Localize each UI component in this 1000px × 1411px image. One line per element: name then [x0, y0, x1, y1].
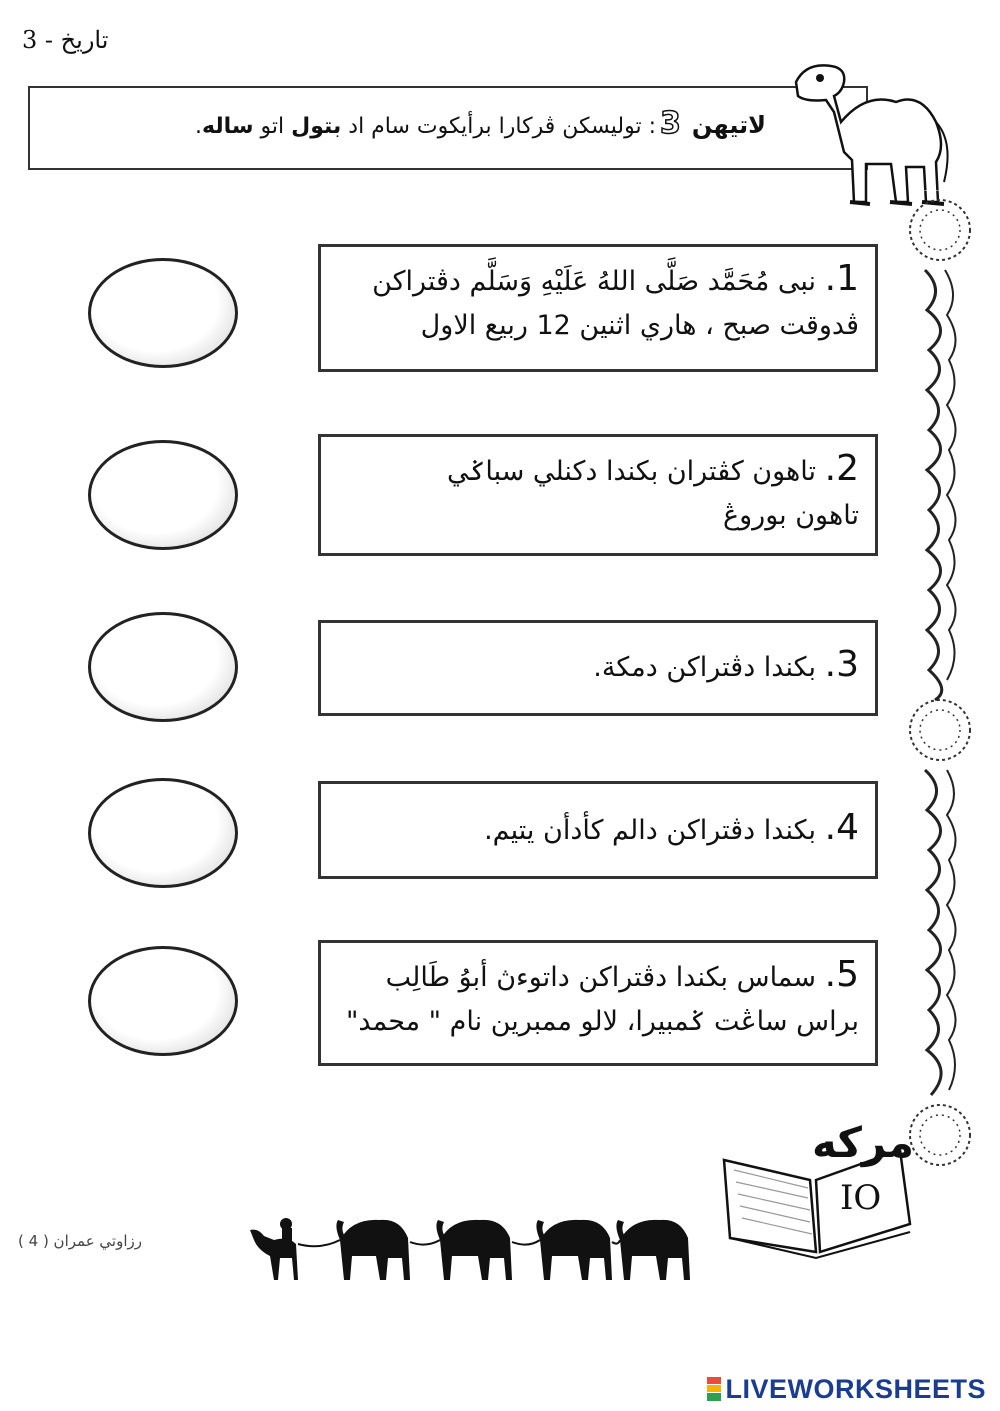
question-2-number: 2. [824, 448, 859, 489]
instruction-box [28, 86, 868, 170]
word-true: بتول [291, 114, 342, 139]
marks-title: مركه [812, 1118, 915, 1167]
instruction-part2: اتو [260, 114, 285, 139]
question-box-5 [318, 940, 878, 1066]
question-5-line-1 [337, 953, 859, 1000]
answer-circle-4[interactable] [88, 778, 238, 888]
decorative-border [905, 190, 975, 1190]
question-3-number: 3. [824, 644, 859, 685]
question-3-line-1 [337, 643, 859, 690]
answer-circle-5[interactable] [88, 946, 238, 1056]
liveworksheets-brand[interactable] [707, 1374, 986, 1405]
question-1-number: 1. [824, 258, 859, 299]
question-4-text-1: بكندا دڤتراكن دالم كأدأن يتيم. [484, 815, 817, 846]
question-5-text-1: سماس بكندا دڤتراكن داتوءڽ أبوُ طَالِب [385, 962, 817, 993]
instruction-end: . [195, 114, 203, 139]
question-box-3 [318, 620, 878, 716]
question-3-text-1: بكندا دڤتراكن دمكة. [593, 652, 817, 683]
question-1-line-2: ڤدوقت صبح ، هاري اثنين 12 ربيع الاول [420, 310, 859, 341]
question-box-1 [318, 244, 878, 372]
answer-circle-2[interactable] [88, 440, 238, 550]
instruction-text: لاتيهن 3: توليسكن ڤركارا برأيكوت سام اد بتول اتو ساله. [195, 106, 766, 141]
footer-credit: رزاوتي عمران ( 4 ) [18, 1232, 142, 1250]
brand-name: LIVEWORKSHEETS [725, 1374, 986, 1404]
question-1-line-1 [337, 257, 859, 304]
question-2-text-1: تاهون كڤتران بكندا دكنلي سباݢي [447, 456, 817, 487]
lesson-label: لاتيهن [691, 111, 766, 139]
answer-circle-3[interactable] [88, 612, 238, 722]
question-2-line-2: تاهون بوروڠ [723, 500, 859, 531]
question-1-text-1: نبى مُحَمَّد صَلَّى اللهُ عَلَيْهِ وَسَلَّم دڤتراكن [372, 266, 817, 297]
page-header-label: تاريخ - 3 [22, 26, 109, 54]
question-4-number: 4. [824, 807, 859, 848]
question-2-line-1 [337, 447, 859, 494]
camel-caravan-silhouette [240, 1200, 710, 1290]
question-5-line-2: براس ساڠت ݢمبيرا، لالو ممبرين نام " محمد" [346, 1006, 859, 1037]
liveworksheets-logo-icon [707, 1377, 721, 1401]
question-5-number: 5. [824, 954, 859, 995]
instruction-part1: توليسكن ڤركارا برأيكوت سام اد [348, 114, 642, 139]
answer-circle-1[interactable] [88, 258, 238, 368]
question-box-4 [318, 781, 878, 879]
marks-score: IO [840, 1178, 882, 1218]
word-false: ساله [202, 114, 254, 139]
question-4-line-1 [337, 806, 859, 853]
camel-illustration [786, 52, 956, 212]
lesson-number: 3 [660, 106, 681, 141]
question-box-2 [318, 434, 878, 556]
